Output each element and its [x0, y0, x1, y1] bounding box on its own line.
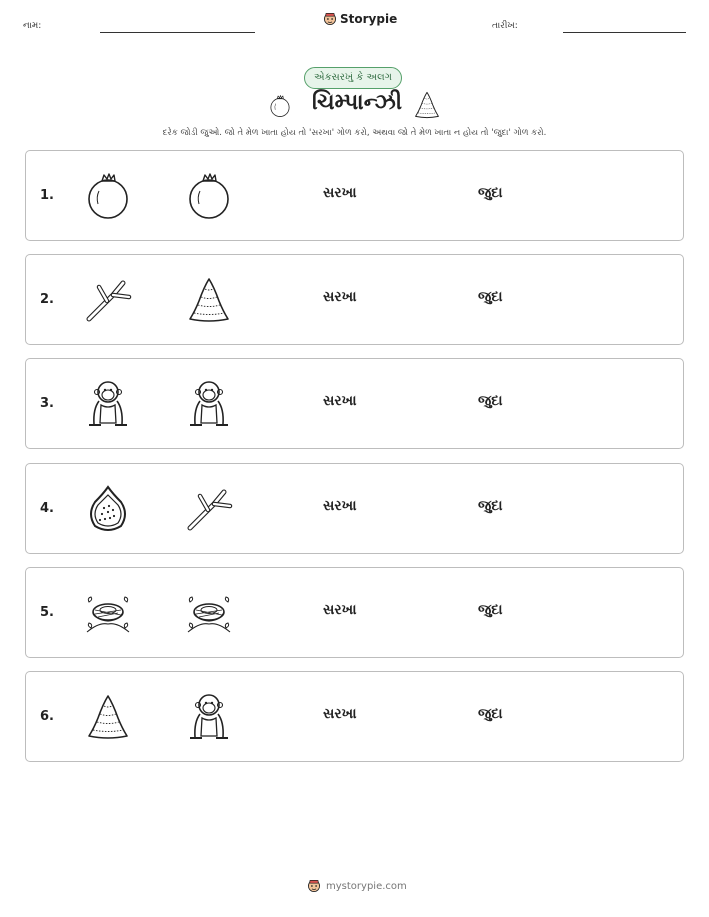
different-option[interactable]: જુદા	[478, 393, 503, 410]
worksheet-header	[0, 0, 709, 40]
different-option[interactable]: જુદા	[478, 706, 503, 722]
name-label: નામ:	[23, 21, 42, 31]
different-option[interactable]: જુદા	[478, 185, 503, 201]
exercise-row	[25, 254, 684, 345]
pomegranate-icon	[83, 171, 133, 221]
pomegranate-icon	[184, 171, 234, 221]
exercise-row	[25, 358, 684, 449]
fig-icon	[83, 484, 133, 534]
date-line[interactable]	[563, 32, 686, 33]
chimpanzee-icon	[83, 379, 133, 429]
termite-mound-icon	[184, 275, 234, 325]
row-number: 5.	[40, 604, 54, 620]
termite-mound-icon	[412, 89, 442, 121]
instruction-text: દરેક જોડી જુઓ. જો તે મેળ ખાતા હોય તો 'સરખા' ગોળ કરો, અથવા જો તે મેળ ખાતા ન હોય તો 'જુદા' ગોળ કરો.	[162, 128, 547, 138]
row-number: 3.	[40, 396, 54, 412]
pomegranate-icon	[268, 94, 292, 118]
row-number: 1.	[40, 188, 54, 203]
footer-url[interactable]: mystorypie.com	[326, 880, 407, 892]
termite-mound-icon	[83, 692, 133, 742]
storypie-mascot-icon	[323, 12, 337, 26]
different-option[interactable]: જુદા	[478, 601, 503, 618]
date-label: તારીખ:	[492, 21, 518, 31]
nest-icon	[83, 588, 133, 638]
title-row	[0, 88, 709, 124]
storypie-logo	[323, 12, 397, 26]
name-line[interactable]	[100, 32, 255, 33]
brand-name: Storypie	[340, 12, 398, 26]
footer	[307, 879, 407, 893]
same-option[interactable]: સરખા	[323, 497, 357, 514]
exercise-row	[25, 671, 684, 762]
worksheet-type-badge: એકસરખું કે અલગ	[304, 67, 402, 89]
exercise-row	[25, 150, 684, 241]
row-number: 2.	[40, 292, 54, 308]
row-number: 4.	[40, 500, 54, 516]
storypie-mascot-icon	[307, 879, 321, 893]
same-option[interactable]: સરખા	[323, 185, 357, 201]
chimpanzee-icon	[184, 379, 234, 429]
different-option[interactable]: જુદા	[478, 497, 503, 514]
branch-icon	[184, 484, 234, 534]
same-option[interactable]: સરખા	[323, 706, 357, 722]
exercise-row	[25, 567, 684, 658]
chimpanzee-icon	[184, 692, 234, 742]
nest-icon	[184, 588, 234, 638]
row-number: 6.	[40, 709, 54, 724]
same-option[interactable]: સરખા	[323, 601, 357, 618]
exercise-row	[25, 463, 684, 554]
branch-icon	[83, 275, 133, 325]
page-title: ચિમ્પાન્ઝી	[312, 90, 403, 115]
same-option[interactable]: સરખા	[323, 289, 357, 306]
same-option[interactable]: સરખા	[323, 393, 357, 410]
different-option[interactable]: જુદા	[478, 289, 503, 306]
